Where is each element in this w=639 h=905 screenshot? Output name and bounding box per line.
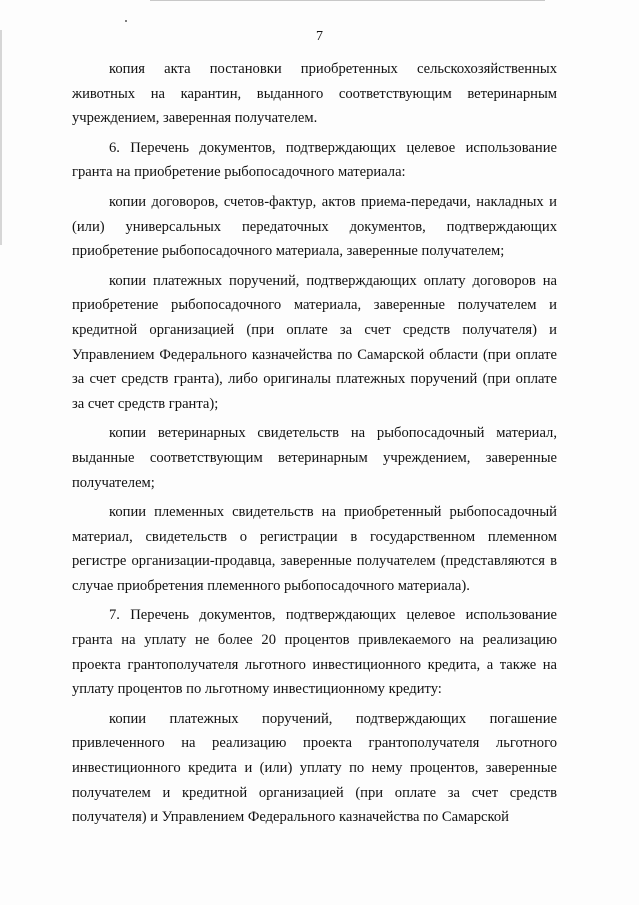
paragraph-section-6-heading: 6. Перечень документов, подтверждающих целевое использование гранта на приобретение рыбопосадочного материала: <box>72 139 557 181</box>
paragraph-payment-orders: копии платежных поручений, подтверждающих оплату договоров на приобретение рыбопосадочного материала, заверенные получателем и кредитной организацией (при оплате за счет средств получателя) и Управлением Федерального казначейства по Самарской области (при оплате за счет средств гранта), либо оригиналы платежных поручений (при оплате за счет средств гранта); <box>72 272 557 412</box>
paragraph-section-7-heading: 7. Перечень документов, подтверждающих целевое использование гранта на уплату не более 20 процентов привлекаемого на реализацию проекта грантополучателя льготного инвестиционного кредита, а также на уплату процентов по льготному инвестиционному кредиту: <box>72 607 557 698</box>
paragraph-loan-payment-orders: копии платежных поручений, подтверждающих погашение привлеченного на реализацию проекта грантополучателя льготного инвестиционного кредита и (или) уплату по нему процентов, заверенные получателем и кредитной организацией (при оплате за счет средств получателя) и Управлением Федерального казначейства по Самарской <box>72 710 557 826</box>
paragraph-quarantine-act: копия акта постановки приобретенных сельскохозяйственных животных на карантин, выданного соответствующим ветеринарным учреждением, заверенная получателем. <box>72 61 557 127</box>
document-body <box>72 57 557 835</box>
scan-top-edge <box>150 0 545 1</box>
paragraph-veterinary-certificates: копии ветеринарных свидетельств на рыбопосадочный материал, выданные соответствующим ветеринарным учреждением, заверенные получателем; <box>72 425 557 491</box>
page-number: 7 <box>316 29 323 44</box>
paragraph-breeding-certificates: копии племенных свидетельств на приобретенный рыбопосадочный материал, свидетельств о регистрации в государственном племенном регистре организации-продавца, заверенные получателем (представляются в случае приобретения племенного рыбопосадочного материала). <box>72 504 557 594</box>
paragraph-contracts-copies: копии договоров, счетов-фактур, актов приема-передачи, накладных и (или) универсальных передаточных документов, подтверждающих приобретение рыбопосадочного материала, заверенные получателем; <box>72 193 557 260</box>
scan-left-edge <box>0 30 2 245</box>
scan-speck <box>125 20 127 22</box>
